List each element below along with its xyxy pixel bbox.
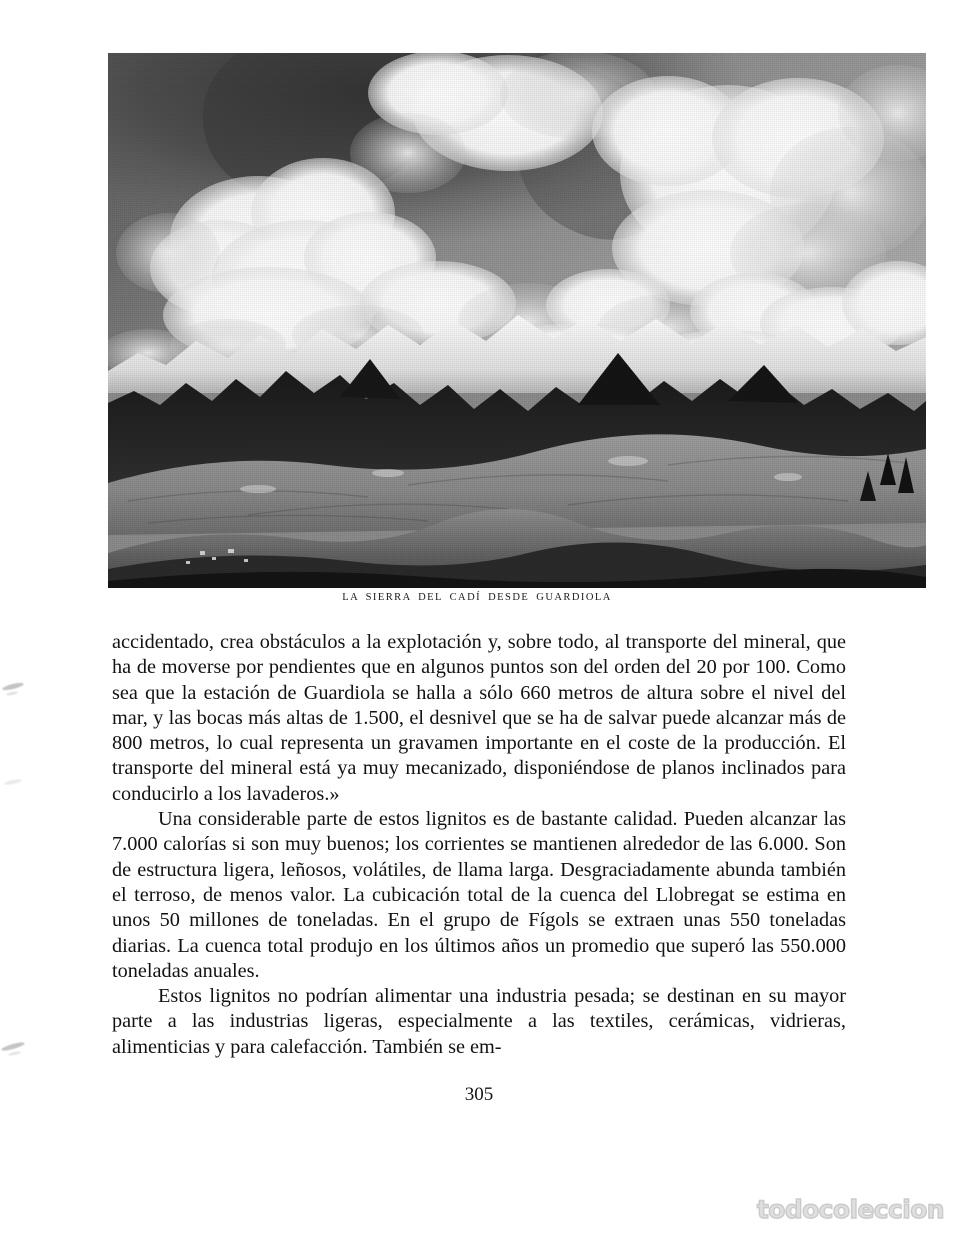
scan-artifact bbox=[6, 691, 18, 696]
paragraph: Una considerable parte de estos lignitos es de bastante calidad. Pueden alcanzar las 7.000 calorías si son muy buenos; los corrientes se mantienen alrededor de las 6.000. Son de estructura ligera, leñosos, volátiles, de llama larga. Desgraciadamente abunda también el terroso, de menos valor. La cubicación total de la cuenca del Llobregat se estima en unos 50 millones de toneladas. En el grupo de Fígols se extraen unas 550 toneladas diarias. La cuenca total produjo en los últimos años un promedio que superó las 550.000 toneladas anuales. bbox=[112, 808, 846, 982]
scan-artifact bbox=[2, 681, 25, 691]
figure-caption: LA SIERRA DEL CADÍ DESDE GUARDIOLA bbox=[342, 592, 612, 603]
page-number: 305 bbox=[464, 1084, 494, 1105]
paragraph: accidentado, crea obstáculos a la explotación y, sobre todo, al transporte del mineral, que ha de moverse por pendientes que en algunos puntos son del orden del 20 por 100. Como sea que la estación de Guardiola se halla a sólo 660 metros de altura sobre el nivel del mar, y las bocas más altas de 1.500, el desnivel que se ha de salvar puede alcanzar más de 800 metros, lo cual representa un gravamen importante en el coste de la producción. El transporte del mineral está ya muy mecanizado, disponiéndose de planos inclinados para conducirlo a los lavaderos.» bbox=[112, 631, 846, 805]
body-text-block bbox=[112, 630, 846, 1060]
figure-sierra-del-cadi bbox=[108, 53, 926, 588]
watermark-todocoleccion: todocoleccion bbox=[756, 1195, 944, 1224]
photograph-image bbox=[108, 53, 926, 588]
paragraph: Estos lignitos no podrían alimentar una industria pesada; se destinan en su mayor parte a las industrias ligeras, especialmente a las textiles, cerámicas, vidrieras, alimenticias y para calefacción. También se em- bbox=[112, 985, 846, 1058]
scan-artifact bbox=[1, 1041, 25, 1052]
scan-artifact-marks bbox=[0, 0, 60, 1240]
scan-artifact bbox=[4, 778, 22, 786]
scan-artifact bbox=[8, 1051, 21, 1057]
